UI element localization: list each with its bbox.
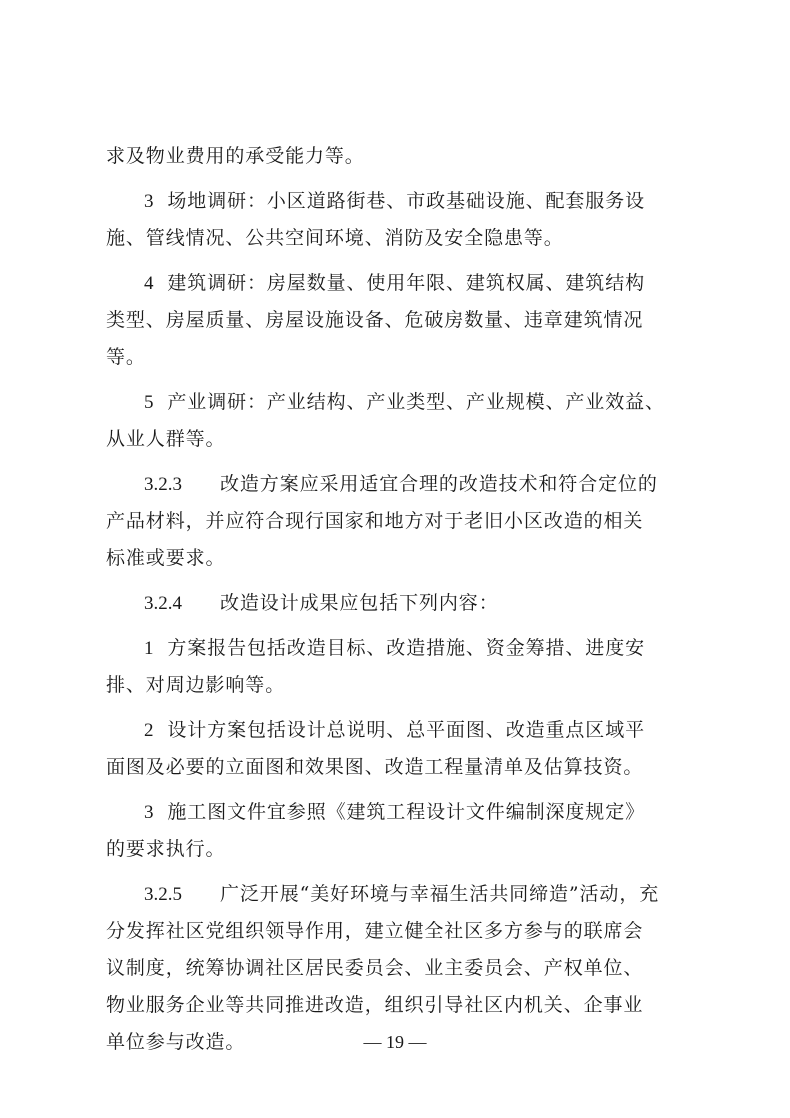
list-item-design-plan [106, 712, 686, 786]
item-number: 5 [144, 392, 154, 413]
text-line: 方案报告包括改造目标、改造措施、资金筹措、进度安 [167, 637, 645, 659]
text-line: 分发挥社区党组织领导作用，建立健全社区多方参与的联席会 [106, 920, 644, 942]
text-line: 等。 [106, 346, 146, 368]
text-line: 议制度，统筹协调社区居民委员会、业主委员会、产权单位、 [106, 957, 644, 979]
text-line: 标准或要求。 [106, 547, 226, 569]
text-line: 建筑调研：房屋数量、使用年限、建筑权属、建筑结构 [167, 272, 645, 294]
paragraph-site-survey [106, 183, 686, 257]
clause-3-2-4 [106, 585, 686, 622]
body-text [106, 138, 686, 1061]
paragraph-building-survey [106, 265, 686, 376]
item-number: 2 [144, 720, 154, 741]
text-line: 改造方案应采用适宜合理的改造技术和符合定位的 [220, 473, 658, 495]
text-line: 产品材料，并应符合现行国家和地方对于老旧小区改造的相关 [106, 510, 644, 532]
text-line: 求及物业费用的承受能力等。 [106, 145, 365, 167]
page-number: — 19 — [363, 1032, 427, 1052]
clause-number: 3.2.4 [144, 593, 182, 614]
text-line: 设计方案包括设计总说明、总平面图、改造重点区域平 [167, 719, 645, 741]
paragraph-continuation [106, 138, 686, 175]
paragraph-industry-survey [106, 384, 686, 458]
text-line: 产业调研：产业结构、产业类型、产业规模、产业效益、 [167, 391, 665, 413]
text-line: 面图及必要的立面图和效果图、改造工程量清单及估算技资。 [106, 756, 644, 778]
item-number: 3 [144, 191, 154, 212]
text-line: 施工图文件宜参照《建筑工程设计文件编制深度规定》 [167, 801, 645, 823]
text-line: 施、管线情况、公共空间环境、消防及安全隐患等。 [106, 227, 564, 249]
text-line: 物业服务企业等共同推进改造，组织引导社区内机关、企事业 [106, 994, 644, 1016]
clause-number: 3.2.3 [144, 474, 182, 495]
text-line: 的要求执行。 [106, 838, 226, 860]
list-item-report [106, 630, 686, 704]
item-number: 1 [144, 638, 154, 659]
item-number: 3 [144, 802, 154, 823]
text-line: 排、对周边影响等。 [106, 674, 286, 696]
clause-3-2-3 [106, 466, 686, 577]
text-line: 类型、房屋质量、房屋设施设备、危破房数量、违章建筑情况 [106, 309, 644, 331]
item-number: 4 [144, 273, 154, 294]
text-line: 从业人群等。 [106, 428, 226, 450]
list-item-construction-drawings [106, 794, 686, 868]
clause-number: 3.2.5 [144, 884, 182, 905]
text-line: 场地调研：小区道路街巷、市政基础设施、配套服务设 [167, 190, 645, 212]
text-line: 改造设计成果应包括下列内容： [220, 592, 499, 614]
text-line: 广泛开展“美好环境与幸福生活共同缔造”活动，充 [220, 883, 660, 905]
text-line: 单位参与改造。 [106, 1031, 246, 1053]
